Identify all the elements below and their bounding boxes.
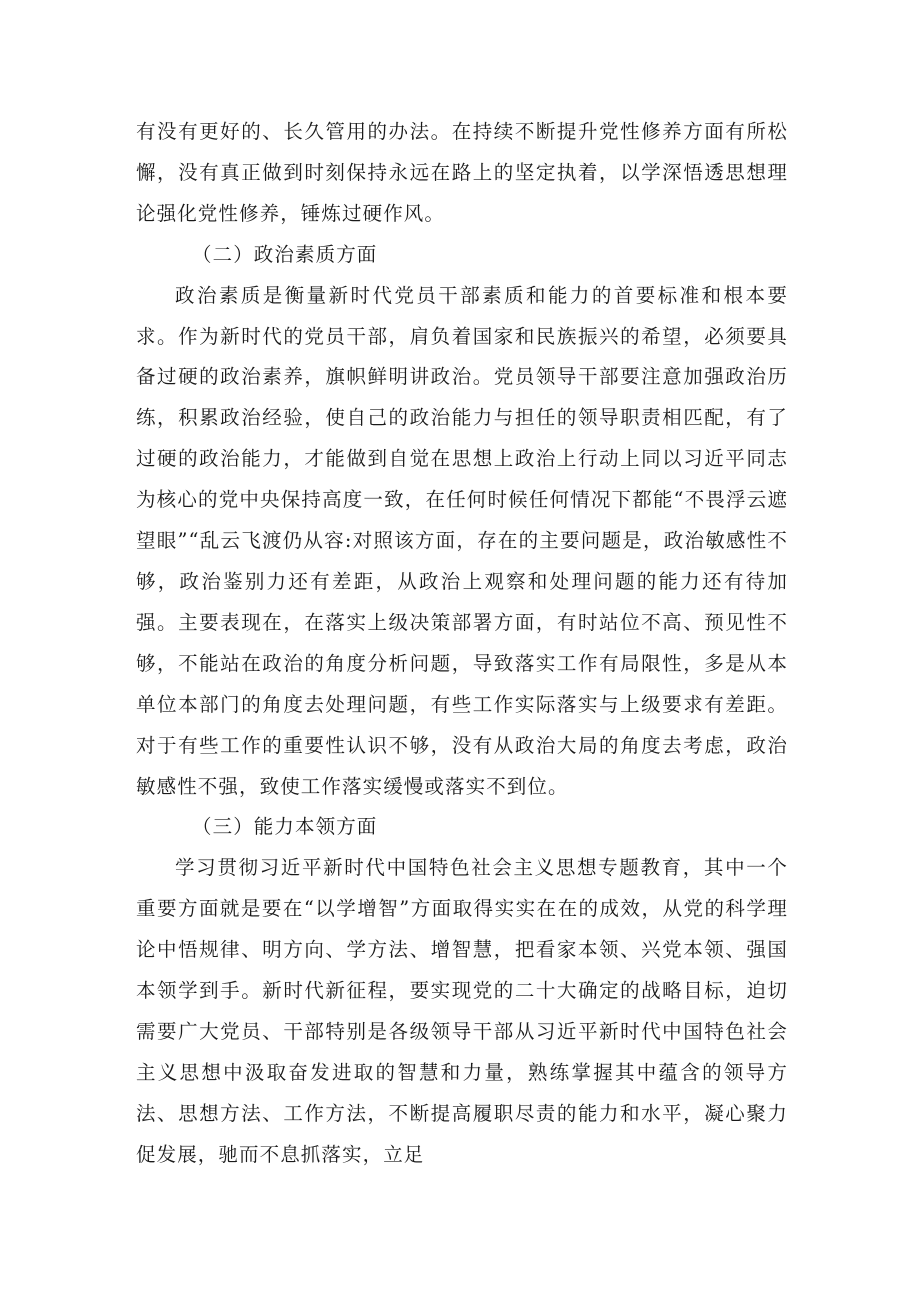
paragraph-capability: 学习贯彻习近平新时代中国特色社会主义思想专题教育，其中一个重要方面就是要在“以学增智”方面取得实实在在的成效，从党的科学理论中悟规律、明方向、学方法、增智慧，把看家本领、兴党本领、强国本领学到手。新时代新征程，要实现党的二十大确定的战略目标，迫切需要广大党员、干部特别是各级领导干部从习近平新时代中国特色社会主义思想中汲取奋发进取的智慧和力量，熟练掌握其中蕴含的领导方法、思想方法、工作方法，不断提高履职尽责的能力和水平，凝心聚力促发展，驰而不息抓落实，立足 [136,856,788,1166]
paragraph-political-quality: 政治素质是衡量新时代党员干部素质和能力的首要标准和根本要求。作为新时代的党员干部，肩负着国家和民族振兴的希望，必须要具备过硬的政治素养，旗帜鲜明讲政治。党员领导干部要注意加强政治历练，积累政治经验，使自己的政治能力与担任的领导职责相匹配，有了过硬的政治能力，才能做到自觉在思想上政治上行动上同以习近平同志为核心的党中央保持高度一致，在任何时候任何情况下都能“不畏浮云遮望眼”“乱云飞渡仍从容:对照该方面，存在的主要问题是，政治敏感性不够，政治鉴别力还有差距，从政治上观察和处理问题的能力还有待加强。主要表现在，在落实上级决策部署方面，有时站位不高、预见性不够，不能站在政治的角度分析问题，导致落实工作有局限性，多是从本单位本部门的角度去处理问题，有些工作实际落实与上级要求有差距。对于有些工作的重要性认识不够，没有从政治大局的角度去考虑，政治敏感性不强，致使工作落实缓慢或落实不到位。 [136,283,788,798]
document-body [136,112,788,1176]
paragraph-party-spirit-continued: 有没有更好的、长久管用的办法。在持续不断提升党性修养方面有所松懈，没有真正做到时刻保持永远在路上的坚定执着，以学深悟透思想理论强化党性修养，锤炼过硬作风。 [136,120,788,225]
section-heading-political-quality: （二）政治素质方面 [192,242,378,266]
section-heading-capability: （三）能力本领方面 [192,815,378,839]
